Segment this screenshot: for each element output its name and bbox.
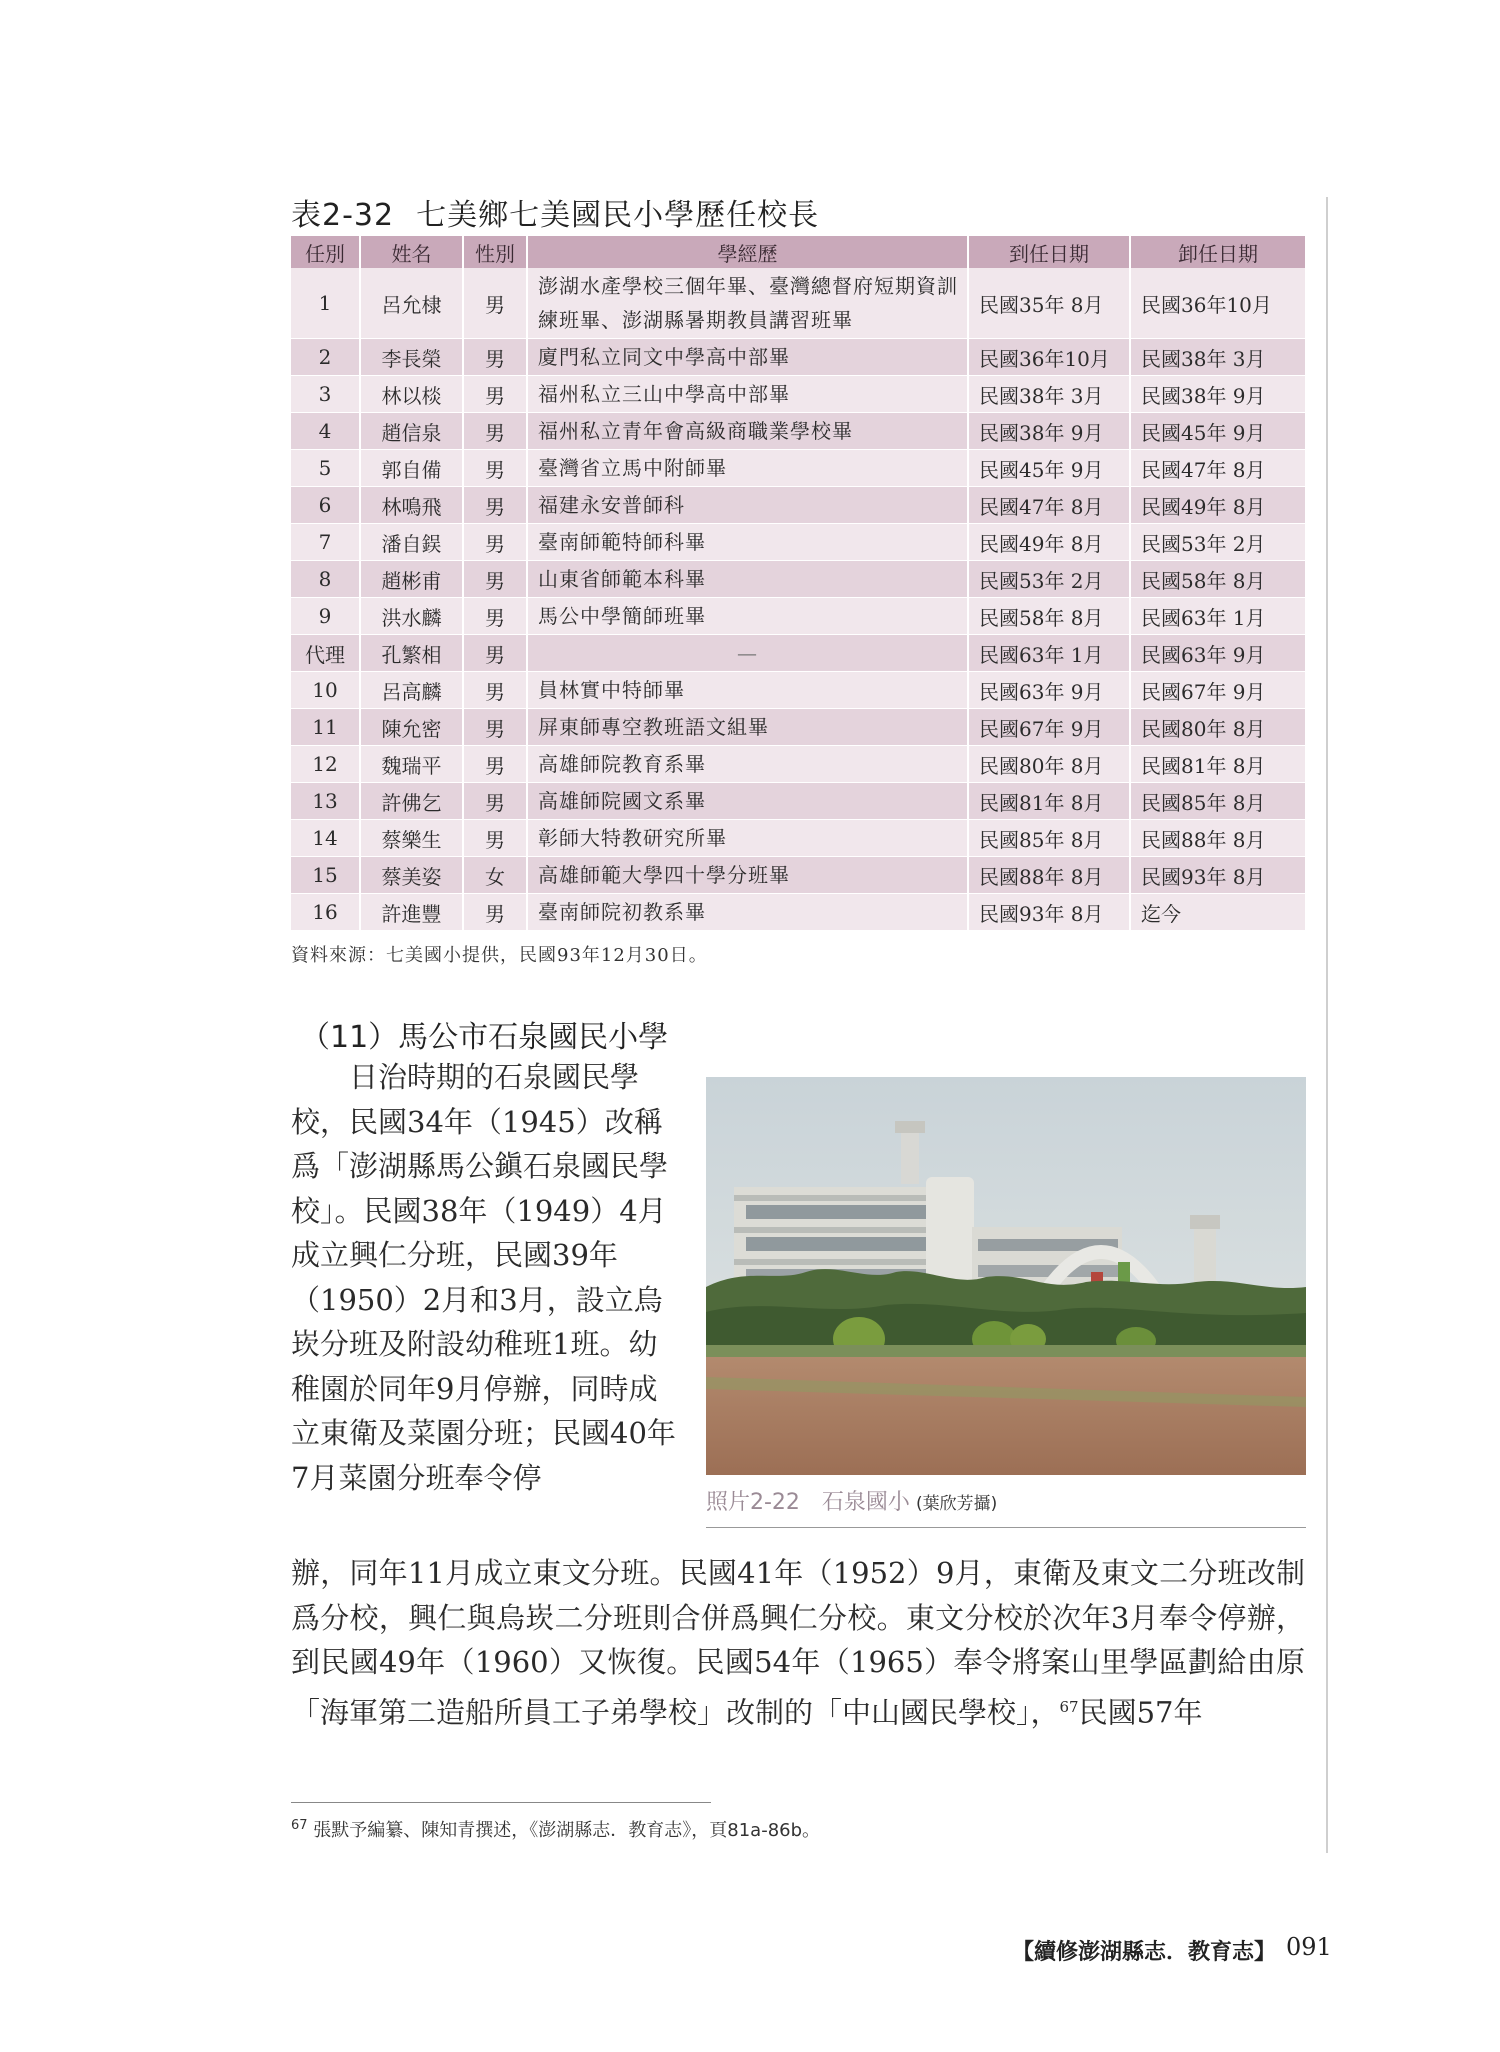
start-date-cell: 民國67年 9月: [968, 709, 1130, 746]
end-date-cell: 民國93年 8月: [1130, 857, 1305, 894]
education-cell: 屏東師專空教班語文組畢: [527, 709, 968, 746]
photo-caption: [706, 1485, 997, 1516]
gender-cell: 男: [463, 635, 527, 672]
start-date-cell: 民國36年10月: [968, 339, 1130, 376]
body-text-narrow: [291, 1055, 681, 1500]
start-date-cell: 民國63年 1月: [968, 635, 1130, 672]
table-title: 七美鄉七美國民小學歷任校長: [416, 198, 820, 233]
table-source: 資料來源：七美國小提供，民國93年12月30日。: [291, 945, 708, 966]
caption-rule: [706, 1527, 1306, 1528]
start-date-cell: 民國81年 8月: [968, 783, 1130, 820]
end-date-cell: 民國88年 8月: [1130, 820, 1305, 857]
end-date-cell: 民國63年 1月: [1130, 598, 1305, 635]
term-cell: 4: [291, 413, 360, 450]
table-row: [291, 746, 1305, 783]
table-row: [291, 672, 1305, 709]
education-cell: 員林實中特師畢: [527, 672, 968, 709]
table-row: [291, 268, 1305, 339]
paragraph-continued-text: 辦，同年11月成立東文分班。民國41年（1952）9月，東衛及東文二分班改制爲分校，興仁與烏崁二分班則合併爲興仁分校。東文分校於次年3月奉令停辦，到民國49年（1960）又恢復。民國54年（1965）奉令將案山里學區劃給由原「海軍第二造船所員工子弟學校」改制的「中山國民學校」，: [291, 1556, 1305, 1730]
header-gender: 性別: [463, 236, 527, 268]
term-cell: 12: [291, 746, 360, 783]
end-date-cell: 民國58年 8月: [1130, 561, 1305, 598]
name-cell: 林以棪: [360, 376, 463, 413]
header-name: 姓名: [360, 236, 463, 268]
name-cell: 蔡樂生: [360, 820, 463, 857]
term-cell: 5: [291, 450, 360, 487]
start-date-cell: 民國38年 9月: [968, 413, 1130, 450]
education-cell: 高雄師院國文系畢: [527, 783, 968, 820]
photo-caption-credit: (葉欣芳攝): [915, 1494, 998, 1514]
gender-cell: 男: [463, 450, 527, 487]
section-heading: （11）馬公市石泉國民小學: [300, 1020, 669, 1055]
end-date-cell: 民國67年 9月: [1130, 672, 1305, 709]
term-cell: 1: [291, 268, 360, 339]
term-cell: 13: [291, 783, 360, 820]
start-date-cell: 民國35年 8月: [968, 268, 1130, 339]
name-cell: 魏瑞平: [360, 746, 463, 783]
table-row: [291, 487, 1305, 524]
name-cell: 呂允棣: [360, 268, 463, 339]
name-cell: 李長榮: [360, 339, 463, 376]
education-cell: —: [527, 635, 968, 672]
name-cell: 郭自備: [360, 450, 463, 487]
education-cell: 臺南師範特師科畢: [527, 524, 968, 561]
name-cell: 趙彬甫: [360, 561, 463, 598]
gender-cell: 男: [463, 487, 527, 524]
table-row: [291, 339, 1305, 376]
start-date-cell: 民國47年 8月: [968, 487, 1130, 524]
footnote-reference[interactable]: 67: [1059, 1697, 1079, 1716]
gender-cell: 男: [463, 820, 527, 857]
education-cell: 山東省師範本科畢: [527, 561, 968, 598]
gender-cell: 男: [463, 783, 527, 820]
gender-cell: 男: [463, 746, 527, 783]
running-title: 【續修澎湖縣志．教育志】: [1012, 1939, 1277, 1965]
header-start-date: 到任日期: [968, 236, 1130, 268]
term-cell: 6: [291, 487, 360, 524]
term-cell: 9: [291, 598, 360, 635]
gender-cell: 男: [463, 672, 527, 709]
school-photo: [706, 1077, 1306, 1475]
term-cell: 15: [291, 857, 360, 894]
term-cell: 3: [291, 376, 360, 413]
table-header-row: [291, 236, 1305, 268]
start-date-cell: 民國58年 8月: [968, 598, 1130, 635]
end-date-cell: 民國63年 9月: [1130, 635, 1305, 672]
term-cell: 11: [291, 709, 360, 746]
gender-cell: 男: [463, 376, 527, 413]
gender-cell: 女: [463, 857, 527, 894]
name-cell: 趙信泉: [360, 413, 463, 450]
education-cell: 馬公中學簡師班畢: [527, 598, 968, 635]
start-date-cell: 民國93年 8月: [968, 894, 1130, 931]
end-date-cell: 民國85年 8月: [1130, 783, 1305, 820]
gender-cell: 男: [463, 709, 527, 746]
name-cell: 許進豐: [360, 894, 463, 931]
education-cell: 廈門私立同文中學高中部畢: [527, 339, 968, 376]
start-date-cell: 民國63年 9月: [968, 672, 1130, 709]
education-cell: 高雄師院教育系畢: [527, 746, 968, 783]
term-cell: 代理: [291, 635, 360, 672]
start-date-cell: 民國80年 8月: [968, 746, 1130, 783]
education-cell: 福州私立青年會高級商職業學校畢: [527, 413, 968, 450]
paragraph-continued-end: 民國57年: [1078, 1695, 1203, 1730]
table-row: [291, 783, 1305, 820]
table-row: [291, 598, 1305, 635]
table-row: [291, 561, 1305, 598]
name-cell: 許佛乞: [360, 783, 463, 820]
table-row: [291, 450, 1305, 487]
paragraph-start: 日治時期的石泉國民學校，民國34年（1945）改稱爲「澎湖縣馬公鎭石泉國民學校」。民國38年（1949）4月成立興仁分班，民國39年（1950）2月和3月，設立烏崁分班及附設幼稚班1班。幼稚園於同年9月停辦，同時成立東衛及菜園分班；民國40年7月菜園分班奉令停: [291, 1060, 676, 1495]
body-text-wide: [291, 1551, 1305, 1735]
paragraph-continued: [291, 1551, 1305, 1735]
end-date-cell: 民國53年 2月: [1130, 524, 1305, 561]
education-cell: 福州私立三山中學高中部畢: [527, 376, 968, 413]
table-row: [291, 524, 1305, 561]
term-cell: 10: [291, 672, 360, 709]
name-cell: 潘自鋘: [360, 524, 463, 561]
table-caption: [291, 190, 819, 234]
photo-caption-label: 照片2-22 石泉國小: [706, 1490, 910, 1515]
principals-table: [291, 236, 1305, 931]
term-cell: 7: [291, 524, 360, 561]
education-cell: 臺灣省立馬中附師畢: [527, 450, 968, 487]
start-date-cell: 民國53年 2月: [968, 561, 1130, 598]
name-cell: 蔡美姿: [360, 857, 463, 894]
header-education: 學經歷: [527, 236, 968, 268]
end-date-cell: 迄今: [1130, 894, 1305, 931]
term-cell: 8: [291, 561, 360, 598]
end-date-cell: 民國80年 8月: [1130, 709, 1305, 746]
start-date-cell: 民國88年 8月: [968, 857, 1130, 894]
footnote: [291, 1816, 820, 1842]
end-date-cell: 民國49年 8月: [1130, 487, 1305, 524]
gender-cell: 男: [463, 413, 527, 450]
start-date-cell: 民國85年 8月: [968, 820, 1130, 857]
table-row: [291, 413, 1305, 450]
name-cell: 林鳴飛: [360, 487, 463, 524]
footnote-text: 張默予編纂、陳知青撰述，《澎湖縣志．教育志》，頁81a-86b。: [313, 1820, 821, 1841]
end-date-cell: 民國47年 8月: [1130, 450, 1305, 487]
education-cell: 臺南師院初教系畢: [527, 894, 968, 931]
education-cell: 福建永安普師科: [527, 487, 968, 524]
header-term: 任別: [291, 236, 360, 268]
education-cell: 澎湖水產學校三個年畢、臺灣總督府短期資訓練班畢、澎湖縣暑期教員講習班畢: [527, 268, 968, 339]
name-cell: 陳允密: [360, 709, 463, 746]
gender-cell: 男: [463, 598, 527, 635]
education-cell: 高雄師範大學四十學分班畢: [527, 857, 968, 894]
gender-cell: 男: [463, 524, 527, 561]
table-row: [291, 857, 1305, 894]
header-end-date: 卸任日期: [1130, 236, 1305, 268]
gender-cell: 男: [463, 561, 527, 598]
footnote-mark: 67: [291, 1818, 308, 1833]
name-cell: 洪水麟: [360, 598, 463, 635]
gender-cell: 男: [463, 894, 527, 931]
table-number: 表2-32: [291, 198, 395, 233]
start-date-cell: 民國38年 3月: [968, 376, 1130, 413]
end-date-cell: 民國36年10月: [1130, 268, 1305, 339]
name-cell: 孔繁相: [360, 635, 463, 672]
end-date-cell: 民國38年 3月: [1130, 339, 1305, 376]
table-row: [291, 376, 1305, 413]
gender-cell: 男: [463, 268, 527, 339]
end-date-cell: 民國45年 9月: [1130, 413, 1305, 450]
term-cell: 14: [291, 820, 360, 857]
table-row: [291, 635, 1305, 672]
education-cell: 彰師大特教研究所畢: [527, 820, 968, 857]
name-cell: 呂高麟: [360, 672, 463, 709]
end-date-cell: 民國81年 8月: [1130, 746, 1305, 783]
term-cell: 16: [291, 894, 360, 931]
margin-rule: [1326, 197, 1328, 1853]
gender-cell: 男: [463, 339, 527, 376]
footnote-rule: [291, 1802, 711, 1803]
table-row: [291, 894, 1305, 931]
table-row: [291, 709, 1305, 746]
end-date-cell: 民國38年 9月: [1130, 376, 1305, 413]
table-row: [291, 820, 1305, 857]
start-date-cell: 民國49年 8月: [968, 524, 1130, 561]
term-cell: 2: [291, 339, 360, 376]
page-number: 091: [1286, 1933, 1332, 1961]
start-date-cell: 民國45年 9月: [968, 450, 1130, 487]
